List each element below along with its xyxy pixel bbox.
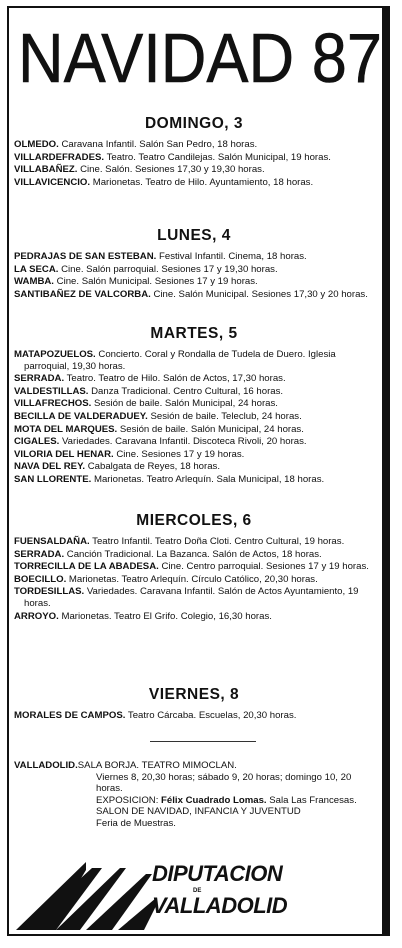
event-list bbox=[14, 536, 374, 622]
day-heading: DOMINGO, 3 bbox=[144, 115, 243, 132]
event-entry: MATAPOZUELOS. Concierto. Coral y Rondalla de Tudela de Duero. Iglesia parroquial, 19,30 horas. bbox=[14, 349, 336, 372]
event-entry: MOTA DEL MARQUES. Sesión de baile. Salón Municipal, 24 horas. bbox=[14, 423, 304, 435]
logo-text bbox=[152, 862, 287, 918]
day-section-domingo bbox=[14, 115, 374, 189]
valladolid-schedule: Viernes 8, 20,30 horas; sábado 9, 20 horas; domingo 10, 20 horas. bbox=[96, 771, 352, 795]
day-heading: LUNES, 4 bbox=[157, 227, 231, 244]
title-text: NAVIDAD 87 bbox=[18, 19, 382, 92]
event-entry: FUENSALDAÑA. Teatro Infantil. Teatro Doña Cloti. Centro Cultural, 19 horas. bbox=[14, 536, 345, 547]
day-section-miercoles bbox=[14, 512, 374, 623]
event-entry: LA SECA. Cine. Salón parroquial. Sesiones 17 y 19,30 horas. bbox=[14, 263, 278, 275]
valladolid-salon: SALON DE NAVIDAD, INFANCIA Y JUVENTUD bbox=[96, 806, 301, 818]
event-entry: WAMBA. Cine. Salón Municipal. Sesiones 17 y 19 horas. bbox=[14, 276, 258, 288]
event-entry: BOECILLO. Marionetas. Teatro Arlequín. Círculo Católico, 20,30 horas. bbox=[14, 573, 318, 585]
day-section-martes bbox=[14, 325, 374, 487]
valladolid-details bbox=[14, 772, 374, 830]
day-section-viernes bbox=[14, 686, 374, 723]
event-entry: ARROYO. Marionetas. Teatro El Grifo. Colegio, 16,30 horas. bbox=[14, 610, 272, 622]
logo-de: DE bbox=[193, 888, 202, 894]
event-entry: VILORIA DEL HENAR. Cine. Sesiones 17 y 19 horas. bbox=[14, 448, 245, 460]
section-divider bbox=[150, 741, 256, 742]
day-section-lunes bbox=[14, 227, 374, 301]
day-heading: VIERNES, 8 bbox=[148, 686, 240, 703]
event-entry: TORDESILLAS. Variedades. Caravana Infantil. Salón de Actos Ayuntamiento, 19 horas. bbox=[14, 586, 359, 609]
event-entry: MORALES DE CAMPOS. Teatro Cárcaba. Escuelas, 20,30 horas. bbox=[14, 710, 297, 721]
event-list bbox=[14, 710, 374, 722]
day-heading: MARTES, 5 bbox=[150, 325, 238, 342]
valladolid-venue: SALA BORJA. TEATRO MIMOCLAN. bbox=[77, 760, 237, 771]
event-entry: SERRADA. Canción Tradicional. La Bazanca. Salón de Actos, 18 horas. bbox=[14, 548, 322, 560]
valladolid-place: VALLADOLID. bbox=[14, 760, 78, 771]
valladolid-exposition: EXPOSICION: Félix Cuadrado Lomas. Sala Las Francesas. bbox=[96, 794, 357, 806]
event-entry: SERRADA. Teatro. Teatro de Hilo. Salón de Actos, 17,30 horas. bbox=[14, 373, 286, 385]
valladolid-section bbox=[14, 760, 374, 830]
event-entry: NAVA DEL REY. Cabalgata de Reyes, 18 horas. bbox=[14, 461, 221, 473]
event-list bbox=[14, 349, 374, 486]
day-heading: MIERCOLES, 6 bbox=[136, 512, 252, 529]
valladolid-feria: Feria de Muestras. bbox=[96, 817, 176, 829]
event-entry: OLMEDO. Caravana Infantil. Salón San Pedro, 18 horas. bbox=[14, 139, 258, 150]
event-list bbox=[14, 139, 374, 188]
valladolid-heading bbox=[14, 760, 374, 772]
event-entry: VILLARDEFRADES. Teatro. Teatro Candilejas. Salón Municipal, 19 horas. bbox=[14, 151, 331, 163]
event-entry: SANTIBAÑEZ DE VALCORBA. Cine. Salón Municipal. Sesiones 17,30 y 20 horas. bbox=[14, 288, 368, 300]
logo-line-2: VALLADOLID bbox=[152, 893, 288, 918]
event-entry: BECILLA DE VALDERADUEY. Sesión de baile. Teleclub, 24 horas. bbox=[14, 410, 302, 422]
logo-line-1: DIPUTACION bbox=[152, 861, 283, 886]
event-entry: VILLABAÑEZ. Cine. Salón. Sesiones 17,30 y 19,30 horas. bbox=[14, 164, 265, 176]
poster-title bbox=[16, 6, 386, 92]
event-entry: SAN LLORENTE. Marionetas. Teatro Arlequín. Sala Municipal, 18 horas. bbox=[14, 473, 325, 485]
event-entry: VILLAVICENCIO. Marionetas. Teatro de Hilo. Ayuntamiento, 18 horas. bbox=[14, 176, 314, 188]
logo-stripes-icon bbox=[16, 860, 156, 930]
event-entry: PEDRAJAS DE SAN ESTEBAN. Festival Infantil. Cinema, 18 horas. bbox=[14, 251, 307, 262]
event-entry: VALDESTILLAS. Danza Tradicional. Centro Cultural, 16 horas. bbox=[14, 385, 284, 397]
event-entry: CIGALES. Variedades. Caravana Infantil. Discoteca Rivoli, 20 horas. bbox=[14, 436, 307, 448]
event-entry: TORRECILLA DE LA ABADESA. Cine. Centro parroquial. Sesiones 17 y 19 horas. bbox=[14, 561, 369, 573]
event-list bbox=[14, 251, 374, 300]
event-entry: VILLAFRECHOS. Sesión de baile. Salón Municipal, 24 horas. bbox=[14, 398, 278, 410]
